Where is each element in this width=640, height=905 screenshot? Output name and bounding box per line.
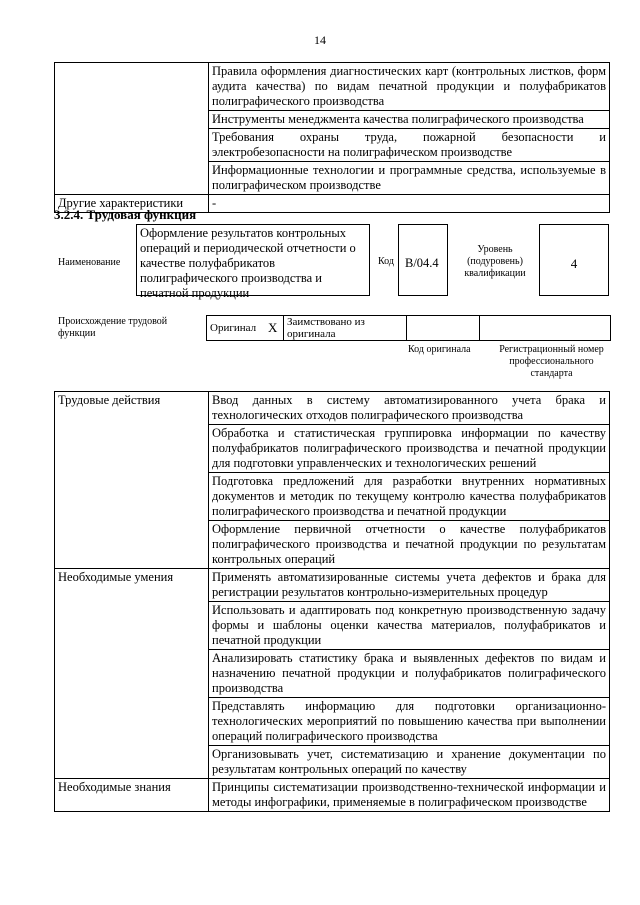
name-label: Наименование — [58, 257, 121, 268]
level-label: Уровень (подуровень) квалификации — [464, 244, 526, 279]
table-cell: Организовывать учет, систематизацию и хранение документации по результатам контрольных операций по качеству — [209, 746, 610, 779]
other-characteristics-label: Другие характеристики — [55, 195, 209, 213]
table-cell: - — [209, 195, 610, 213]
table-cell: Применять автоматизированные системы учета дефектов и брака для регистрации результатов контрольно-измерительных процедур — [209, 569, 610, 602]
section-heading: 3.2.4. Трудовая функция — [54, 207, 197, 222]
table-cell: Информационные технологии и программные средства, используемые в полиграфическом производстве — [209, 162, 610, 195]
origin-label: Происхождение трудовой функции — [58, 316, 168, 339]
table-cell: Подготовка предложений для разработки внутренних нормативных документов и методик по текущему контролю качества полуфабрикатов полиграфического производства и печатной продукции — [209, 473, 610, 521]
group-label-skills: Необходимые умения — [55, 569, 209, 779]
group-label-knowledge: Необходимые знания — [55, 779, 209, 812]
function-details-table — [54, 391, 610, 812]
reg-number-label: Регистрационный номер профессионального стандарта — [499, 344, 604, 379]
group-label-actions: Трудовые действия — [55, 392, 209, 569]
level-box: 4 — [539, 224, 609, 296]
code-label: Код — [378, 256, 394, 267]
original-label: Оригинал — [207, 316, 266, 341]
table-cell: Оформление первичной отчетности о качестве полуфабрикатов полиграфического производства и печатной продукции по результатам контрольных операций — [209, 521, 610, 569]
table-cell: Требования охраны труда, пожарной безопасности и электробезопасности на полиграфическом производстве — [209, 129, 610, 162]
code-box: B/04.4 — [398, 224, 448, 296]
table-cell: Анализировать статистику брака и выявленных дефектов по видам и назначению печатной продукции и полуфабрикатов полиграфического производства — [209, 650, 610, 698]
reg-number-cell — [480, 316, 611, 341]
table-cell: Правила оформления диагностических карт (контрольных листков, форм аудита качества) по видам печатной продукции и полуфабрикатов полиграфического производства — [209, 63, 610, 111]
table-cell: Использовать и адаптировать под конкретную производственную задачу формы и шаблоны оценки качества материалов, полуфабрикатов и печатной продукции — [209, 602, 610, 650]
function-name-box: Оформление результатов контрольных операций и периодической отчетности о качестве полуфабрикатов полиграфического производства и печатной продукции — [136, 224, 370, 296]
table-cell: Принципы систематизации производственно-технической информации и методы инфографики, применяемые в полиграфическом производстве — [209, 779, 610, 812]
origin-table — [206, 315, 611, 341]
table-cell-left — [55, 63, 209, 195]
original-mark: X — [265, 316, 284, 341]
code-original-label: Код оригинала — [408, 344, 471, 355]
table-cell: Представлять информацию для подготовки организационно-технологических мероприятий по повышению качества при выполнении операций полиграфического производства — [209, 698, 610, 746]
page-number: 14 — [314, 33, 326, 47]
table-cell: Инструменты менеджмента качества полиграфического производства — [209, 111, 610, 129]
characteristics-table — [54, 62, 610, 213]
table-cell: Ввод данных в систему автоматизированного учета брака и технологических отходов полиграфического производства — [209, 392, 610, 425]
borrowed-label: Заимствовано из оригинала — [284, 316, 407, 341]
table-cell: Обработка и статистическая группировка информации по качеству полуфабрикатов полиграфического производства и печатной продукции для подготовки управленческих и технологических решений — [209, 425, 610, 473]
code-original-cell — [407, 316, 480, 341]
